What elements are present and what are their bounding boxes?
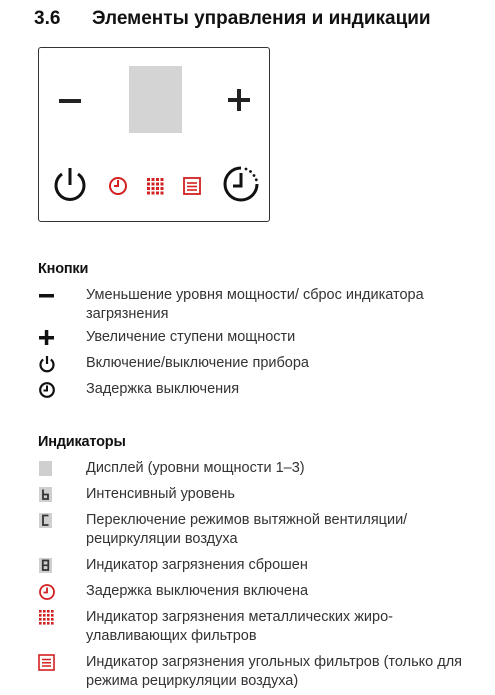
- control-panel: [38, 47, 270, 222]
- plus-icon: [38, 329, 56, 347]
- indicators-section-title: Индикаторы: [38, 434, 126, 450]
- minus-button[interactable]: [59, 89, 83, 113]
- plus-button[interactable]: [228, 88, 252, 112]
- segment-b-icon: [38, 486, 56, 504]
- power-icon: [38, 355, 56, 373]
- segment-8-icon: [38, 557, 56, 575]
- section-heading: [34, 8, 431, 30]
- button-description: Задержка выключения: [86, 381, 240, 397]
- timer-indicator-icon: [108, 176, 128, 196]
- power-button[interactable]: [51, 166, 89, 204]
- button-description: Увеличение ступени мощности: [86, 329, 296, 345]
- section-title: Элементы управления и индикации: [92, 8, 431, 29]
- grease-filter-indicator-icon: [145, 176, 165, 196]
- timer-red-icon: [38, 583, 56, 601]
- button-description: Включение/выключение прибора: [86, 355, 309, 371]
- indicator-description: Индикатор загрязнения угольных фильтров (только для режима рециркуляции воздуха): [86, 654, 463, 689]
- indicator-description: Интенсивный уровень: [86, 486, 235, 502]
- clock-icon: [38, 381, 56, 399]
- section-number: 3.6: [34, 8, 61, 29]
- segment-c-icon: [38, 512, 56, 530]
- display-screen: [129, 66, 182, 133]
- lines-box-icon: [38, 654, 56, 672]
- buttons-section-title: Кнопки: [38, 261, 89, 277]
- minus-icon: [38, 287, 56, 305]
- delay-button[interactable]: [222, 165, 260, 203]
- indicator-description: Индикатор загрязнения сброшен: [86, 557, 308, 573]
- indicator-description: Дисплей (уровни мощности 1–3): [86, 460, 305, 476]
- carbon-filter-indicator-icon: [182, 176, 202, 196]
- grid-dots-icon: [38, 609, 56, 627]
- indicator-description: Переключение режимов вытяжной вентиляции/ рециркуляции воздуха: [86, 512, 408, 547]
- button-description: Уменьшение уровня мощности/ сброс индикатора загрязнения: [86, 287, 424, 322]
- display-square-icon: [38, 460, 56, 478]
- indicator-description: Задержка выключения включена: [86, 583, 309, 599]
- indicator-description: Индикатор загрязнения металлических жиро- улавливающих фильтров: [86, 609, 393, 644]
